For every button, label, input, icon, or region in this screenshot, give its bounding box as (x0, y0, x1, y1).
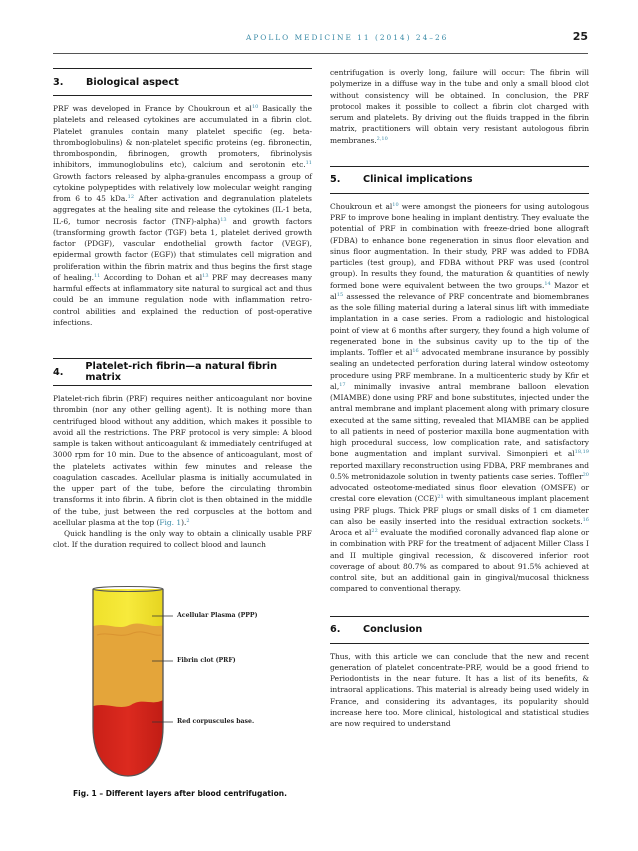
section-number: 5. (330, 174, 341, 186)
section-number: 6. (330, 624, 341, 635)
section-heading (53, 358, 312, 386)
section-biological-aspect (53, 68, 312, 328)
section-heading (53, 68, 312, 96)
text-run: Growth factors released by alpha-granules encompass a group of cytokine polypeptides with relatively low molecular weight ranging from 6 to 45 kDa. (53, 171, 312, 203)
text-run: were amongst the pioneers for using autologous PRF to improve bone healing in implant dentistry. They evaluate the potential of PRF in combination with freeze-dried bone allograft (FDBA) to enhance bone regeneration in sinus floor elevation and sinus floor augmentation. In their study, PRF was added to FDBA particles (test group), and FDBA without PRF was used (control group). In results they found, the maturation & quantities of newly formed bone were equivalent between the two groups. (330, 201, 589, 290)
section-clinical-implications (330, 166, 589, 595)
label-red-corpuscules: Red corpuscules base. (177, 717, 255, 725)
centrifuge-tube-illustration (53, 565, 312, 785)
section-title: Clinical implications (363, 174, 473, 186)
label-fibrin-clot: Fibrin clot (PRF) (177, 656, 236, 664)
paragraph: Quick handling is the only way to obtain a clinically usable PRF clot. If the duration required to collect blood and launch (53, 529, 312, 550)
text-run: reported maxillary reconstruction using FDBA, PRF membranes and 0.5% metronidazole solution in twenty patients case series. Toffler (330, 460, 589, 481)
text-run: and growth factors (transforming growth factor (TGF) beta 1, platelet derived growth factor (PDGF), vascular endothelial growth factor (VEGF), epidermal growth factor (EGF)) that stimulates cell migration and proliferation within the fibrin matrix and thus begins the first stage of healing. (53, 216, 312, 282)
citation[interactable]: 11 (305, 160, 312, 167)
text-run: assessed the relevance of PRF concentrate and biomembranes as the sole filling material during a lateral sinus lift with immediate implantation in a case series. From a radiologic and histological point of view at 6 months after surgery, they found a high volume of regenerated bone in the subsinus cavity up to the tip of the implants. Toffler et al (330, 291, 589, 357)
text-run: ). (181, 517, 187, 527)
citation[interactable]: 16 (582, 516, 589, 523)
citation[interactable]: 16 (412, 348, 419, 354)
header-rule (53, 53, 588, 54)
section-heading (330, 166, 589, 194)
text-run: advocated osteotome-mediated sinus floor elevation (OMSFE) or crestal core elevation (CCE) (330, 483, 589, 504)
text-run: Choukroun et al (330, 201, 393, 211)
paragraph (330, 201, 589, 595)
citation[interactable]: 10 (251, 104, 259, 110)
text-run: PRF was developed in France by Choukroun et al (53, 104, 252, 113)
text-run: evaluate the modified coronally advanced flap alone or in combination with PRF for the treatment of adjacent Miller Class I and II multiple gingival recession, & discovered inferior root coverage of about 80.7% as compared to about 91.5% achieved at control site, but an additional gain in gingival/mucosal thickness compared to conventional therapy. (330, 528, 590, 594)
left-column (53, 60, 312, 798)
paragraph (53, 393, 312, 528)
text-run: Mazor et al (330, 280, 589, 301)
citation[interactable]: 2,10 (376, 135, 388, 142)
section-number: 3. (53, 76, 64, 88)
label-acellular-plasma: Acellular Plasma (PPP) (177, 611, 258, 619)
citation[interactable]: 13 (202, 272, 209, 279)
section-number: 4. (53, 366, 64, 378)
paragraph (53, 103, 312, 328)
citation[interactable]: 17 (339, 381, 346, 388)
figure-reference-link[interactable]: Fig. 1 (159, 517, 182, 527)
text-run: After activation and degranulation platelets aggregates at the healing site and release the cytokines (IL-1 beta, IL-6, tumor necrosis factor (TNF)-alpha) (53, 194, 312, 226)
text-run: centrifugation is overly long, failure will occur: The fibrin will polymerize in a diffuse way in the tube and only a small blood clot without consistency will be obtained. In conclusion, the PRF protocol makes it possible to collect a fibrin clot charged with serum and platelets. By driving out the fluids trapped in the fibrin matrix, practitioners will obtain very resistant autologous fibrin membranes. (330, 68, 589, 145)
paragraph: Thus, with this article we can conclude that the new and recent generation of platelet concentrate-PRF, would be a good friend to Periodontists in the near future. It has a list of its benefits, & intraoral applications. This material is already being used widely in France, and considering its advantages, its popularity should increase here too. More clinical, histological and statistical studies are now required to understand (330, 651, 589, 728)
section-heading (330, 616, 589, 644)
citation[interactable]: 15 (336, 291, 344, 298)
text-run: Platelet-rich fibrin (PRF) requires neither anticoagulant nor bovine thrombin (nor any other gelling agent). It is nothing more than centrifuged blood without any addition, which makes it possible to avoid all the restrictions. The PRF protocol is very simple: A blood sample is taken without anticoagulant & immediately centrifuged at 3000 rpm for 10 min. Due to the absence of anticoagulant, most of the platelets activates within few minutes and release the coagulation cascades. Acellular plasma is initially accumulated in the upper part of the tube, before the circulating thrombin transforms it into fibrin. A fibrin clot is then obtained in the middle of the tube, just between the red corpuscles at the bottom and acellular plasma at the top ( (53, 394, 312, 527)
citation[interactable]: 21 (437, 494, 444, 501)
citation[interactable]: 22 (371, 528, 378, 534)
figure-caption: Fig. 1 – Different layers after blood centrifugation. (73, 788, 287, 798)
journal-title: APOLLO MEDICINE 11 (2014) 24–26 (246, 33, 449, 42)
section-title: Conclusion (363, 624, 423, 635)
citation[interactable]: 11 (93, 272, 101, 279)
section-title: Platelet-rich fibrin—a natural fibrin matrix (85, 361, 278, 383)
page-number: 25 (572, 30, 588, 43)
section-title: Biological aspect (86, 76, 179, 88)
running-header (0, 31, 638, 47)
fibrin-clot-layer (91, 623, 165, 707)
text-run: with simultaneous implant placement using PRF plugs. Thick PRF plugs or small disks of 1 cm diameter can also be easily inserted into the residual extraction sockets. (330, 494, 589, 526)
figure-1 (53, 565, 312, 785)
citation[interactable]: 2 (186, 517, 190, 524)
text-run: Aroca et al (330, 528, 372, 537)
text-run: Basically the platelets and released cytokines are accumulated in a fibrin clot. Platelet granules contain many platelet specific (eg. beta-thromboglobulins) & non-platelet specific proteins (eg. fibronectin, thrombospondin, fibrinogen, growth promoters, fibrinolysis inhibitors, immunoglobulins etc), calcium and serotonin etc. (53, 104, 312, 170)
citation[interactable]: 14 (544, 280, 551, 287)
citation[interactable]: 18,19 (574, 449, 589, 456)
citation[interactable]: 13 (220, 216, 227, 223)
paragraph (330, 67, 589, 146)
citation[interactable]: 10 (392, 201, 399, 208)
text-run: PRF may decreases many harmful effects at inflammatory site natural to surgical act and thus could be an immune regulation node with inflammation retro-control abilities and explained the reduction of post-operative infections. (53, 272, 312, 327)
section-platelet-rich-fibrin (53, 358, 312, 551)
text-run: advocated membrane insurance by possibly sealing an undetected perforation during lateral window osteotomy procedure using PRF membrane. In a multicenteric study by Kfir et al, (330, 348, 589, 391)
section-conclusion (330, 616, 589, 730)
text-run: According to Dohan et al (100, 272, 203, 282)
right-column (330, 67, 589, 729)
citation[interactable]: 12 (127, 194, 135, 200)
text-run: minimally invasive antral membrane balloon elevation (MIAMBE) done using PRF and bone substitutes, injected under the antral membrane and implant placement along with primary closure executed at the same sitting, revealed that MIAMBE can be applied to all patients in need of posterior maxilla bone augmentation with high procedural success, low complication rate, and satisfactory bone augmentation and implant survival. Simonpieri et al (330, 381, 589, 459)
citation[interactable]: 20 (582, 471, 589, 478)
